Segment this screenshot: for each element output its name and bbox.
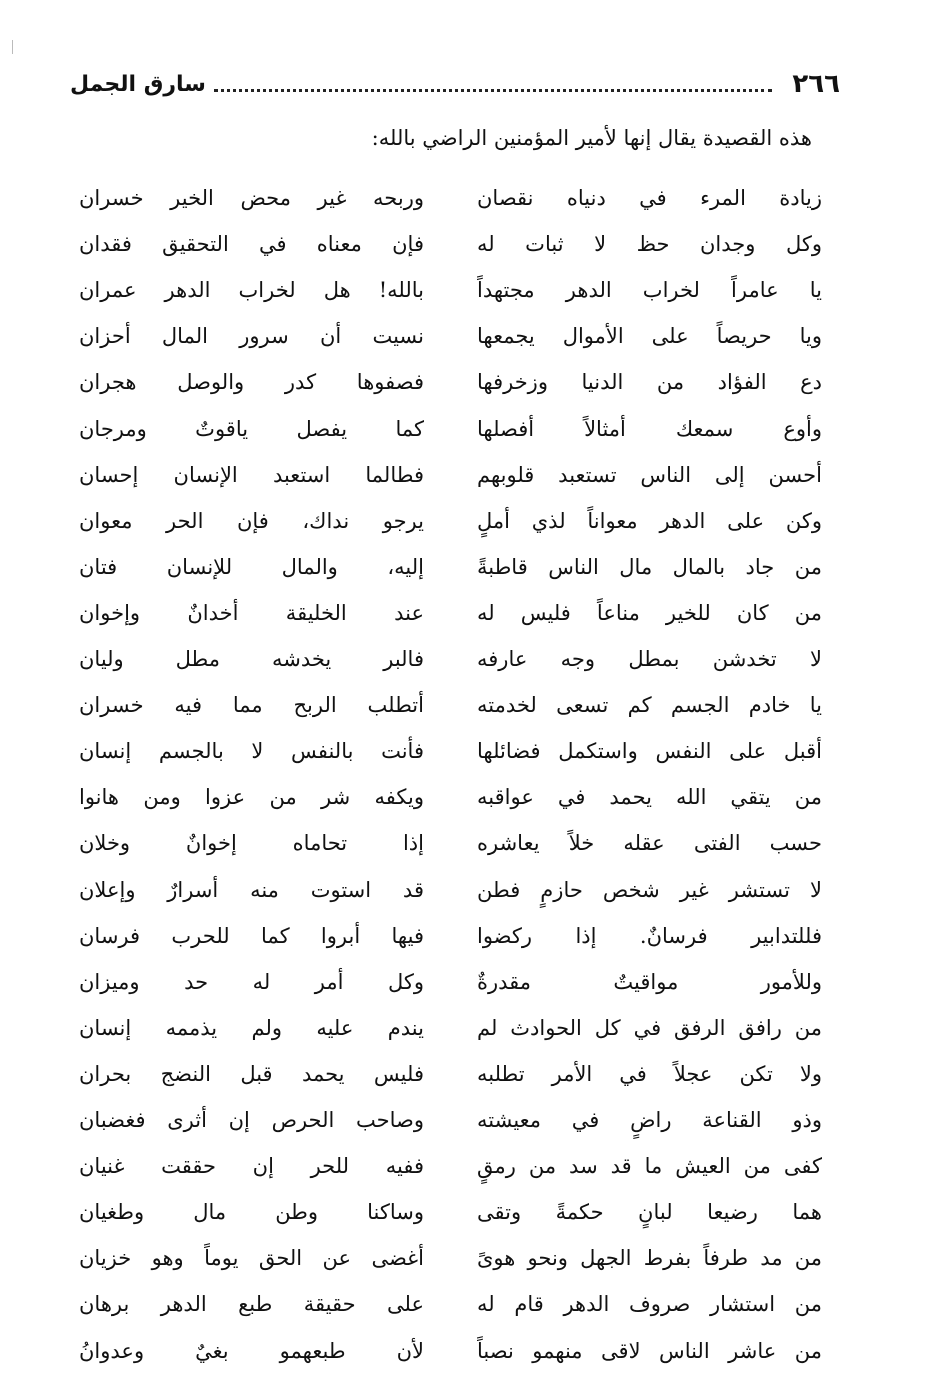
- verse-first-hemistich: أقبل على النفس واستكمل فضائلها: [477, 739, 822, 764]
- verse-first-hemistich: من يتقي الله يحمد في عواقبه: [477, 785, 822, 810]
- verse-first-hemistich: وأوع سمعك أمثالاً أفصلها: [477, 416, 822, 441]
- verse-line: [0, 359, 950, 405]
- verse-first-hemistich: كفى من العيش ما قد سد من رمقٍ: [477, 1154, 822, 1179]
- verse-line: [0, 636, 950, 682]
- verse-first-hemistich: من رافق الرفق في كل الحوادث لم: [477, 1015, 822, 1040]
- verse-line: [0, 221, 950, 267]
- verse-first-hemistich: حسب الفتى عقله خلاً يعاشره: [477, 831, 822, 856]
- verse-line: [0, 175, 950, 221]
- verse-line: [0, 682, 950, 728]
- verse-line: [0, 1143, 950, 1189]
- verse-first-hemistich: وكن على الدهر معواناً لذي أملٍ: [477, 508, 822, 533]
- verse-first-hemistich: وكل وجدان حظ لا ثبات له: [477, 232, 822, 257]
- verse-second-hemistich: قد استوت منه أسرارٌ وإعلان: [79, 877, 424, 902]
- verse-line: [0, 1189, 950, 1235]
- verse-line: [0, 959, 950, 1005]
- verse-line: [0, 406, 950, 452]
- verse-second-hemistich: فيها أبروا كما للحرب فرسان: [79, 923, 424, 948]
- verse-first-hemistich: يا خادم الجسم كم تسعى لخدمته: [477, 693, 822, 718]
- verse-first-hemistich: زيادة المرء في دنياه نقصان: [477, 186, 822, 210]
- verse-first-hemistich: من كان للخير مناعاً فليس له: [477, 600, 822, 625]
- verse-line: [0, 867, 950, 913]
- verse-first-hemistich: يا عامراً لخراب الدهر مجتهداً: [477, 278, 822, 303]
- verse-line: [0, 820, 950, 866]
- header-dotted-leader: [214, 89, 772, 92]
- verse-line: [0, 1051, 950, 1097]
- verse-second-hemistich: على حقيقة طبع الدهر برهان: [79, 1292, 424, 1317]
- verse-line: [0, 1235, 950, 1281]
- verse-first-hemistich: أحسن إلى الناس تستعبد قلوبهم: [477, 462, 822, 487]
- verse-second-hemistich: فطالما استعبد الإنسان إحسان: [79, 462, 424, 487]
- verse-second-hemistich: عند الخليقة أخدانٌ وإخوان: [79, 600, 424, 625]
- verse-line: [0, 313, 950, 359]
- verse-second-hemistich: وربحه غير محض الخير خسران: [79, 186, 424, 210]
- verse-first-hemistich: ولا تكن عجلاً في الأمر تطلبه: [477, 1061, 822, 1086]
- verse-first-hemistich: وذو القناعة راضٍ في معيشته: [477, 1108, 822, 1132]
- verse-second-hemistich: أغضى عن الحق يوماً وهو خزيان: [79, 1246, 424, 1271]
- page-edge-mark: [12, 40, 13, 54]
- verse-first-hemistich: دع الفؤاد من الدنيا وزخرفها: [477, 370, 822, 395]
- verse-second-hemistich: وساكنا وطن مال وطغيان: [79, 1200, 424, 1225]
- verse-line: [0, 590, 950, 636]
- verse-second-hemistich: وكل أمر له حد وميزان: [79, 969, 424, 994]
- verse-line: [0, 1328, 950, 1374]
- page-number: ٢٦٦: [792, 69, 840, 99]
- verse-second-hemistich: وصاحب الحرص إن أثرى فغضبان: [79, 1108, 424, 1132]
- verse-second-hemistich: أتطلب الربح مما فيه خسران: [79, 693, 424, 718]
- verse-first-hemistich: وللأمور مواقيتٌ مقدرةٌ: [477, 969, 822, 994]
- verse-line: [0, 267, 950, 313]
- verse-line: [0, 728, 950, 774]
- verse-first-hemistich: فللتدابير فرسانٌ. إذا ركضوا: [477, 923, 822, 948]
- verse-line: [0, 452, 950, 498]
- verse-line: [0, 1097, 950, 1143]
- verse-line: [0, 498, 950, 544]
- verse-second-hemistich: نسيت أن سرور المال أحزان: [79, 324, 424, 349]
- running-title: سارق الجمل: [70, 71, 206, 97]
- verse-second-hemistich: فالبر يخدشه مطل وليان: [79, 647, 424, 671]
- verse-second-hemistich: ففيه للحر إن حققت غنيان: [79, 1154, 424, 1179]
- verse-second-hemistich: يرجو نداك، فإن الحر معوان: [79, 508, 424, 533]
- verse-second-hemistich: لأن طبعهمو بغيٌ وعدوانُ: [79, 1338, 424, 1363]
- verse-second-hemistich: إذا تحاماه إخوانٌ وخلان: [79, 831, 424, 856]
- verse-line: [0, 544, 950, 590]
- verse-line: [0, 1281, 950, 1327]
- page-header: [70, 64, 840, 104]
- poem-introduction: هذه القصيدة يقال إنها لأمير المؤمنين الراضي بالله:: [371, 126, 812, 150]
- verse-second-hemistich: يندم عليه ولم يذممه إنسان: [79, 1015, 424, 1040]
- verse-line: [0, 1005, 950, 1051]
- verse-second-hemistich: إليه، والمال للإنسان فتان: [79, 554, 424, 579]
- verse-first-hemistich: من عاشر الناس لاقى منهمو نصباً: [477, 1338, 822, 1363]
- verse-second-hemistich: بالله! هل لخراب الدهر عمران: [79, 278, 424, 303]
- verse-first-hemistich: ويا حريصاً على الأموال يجمعها: [477, 324, 822, 349]
- verse-first-hemistich: هما رضيعا لبانٍ حكمةً وتقى: [477, 1200, 822, 1225]
- verse-first-hemistich: لا تخدشن بمطل وجه عارفه: [477, 647, 822, 671]
- verse-line: [0, 913, 950, 959]
- verse-first-hemistich: من جاد بالمال مال الناس قاطبةً: [477, 554, 822, 579]
- verse-second-hemistich: فليس يحمد قبل النضج بحران: [79, 1061, 424, 1086]
- verse-second-hemistich: كما يفصل ياقوتٌ ومرجان: [79, 416, 424, 441]
- verse-first-hemistich: من استشار صروف الدهر قام له: [477, 1292, 822, 1317]
- verse-first-hemistich: من مد طرفاً بفرط الجهل ونحو هوىً: [477, 1246, 822, 1271]
- verse-second-hemistich: فأنت بالنفس لا بالجسم إنسان: [79, 739, 424, 764]
- verse-line: [0, 774, 950, 820]
- verse-second-hemistich: فصفوها كدر والوصل هجران: [79, 370, 424, 395]
- verse-second-hemistich: فإن معناه في التحقيق فقدان: [79, 232, 424, 257]
- verse-first-hemistich: لا تستشر غير شخص حازمٍ فطن: [477, 877, 822, 902]
- verse-second-hemistich: ويكفه شر من عزوا ومن هانوا: [79, 785, 424, 810]
